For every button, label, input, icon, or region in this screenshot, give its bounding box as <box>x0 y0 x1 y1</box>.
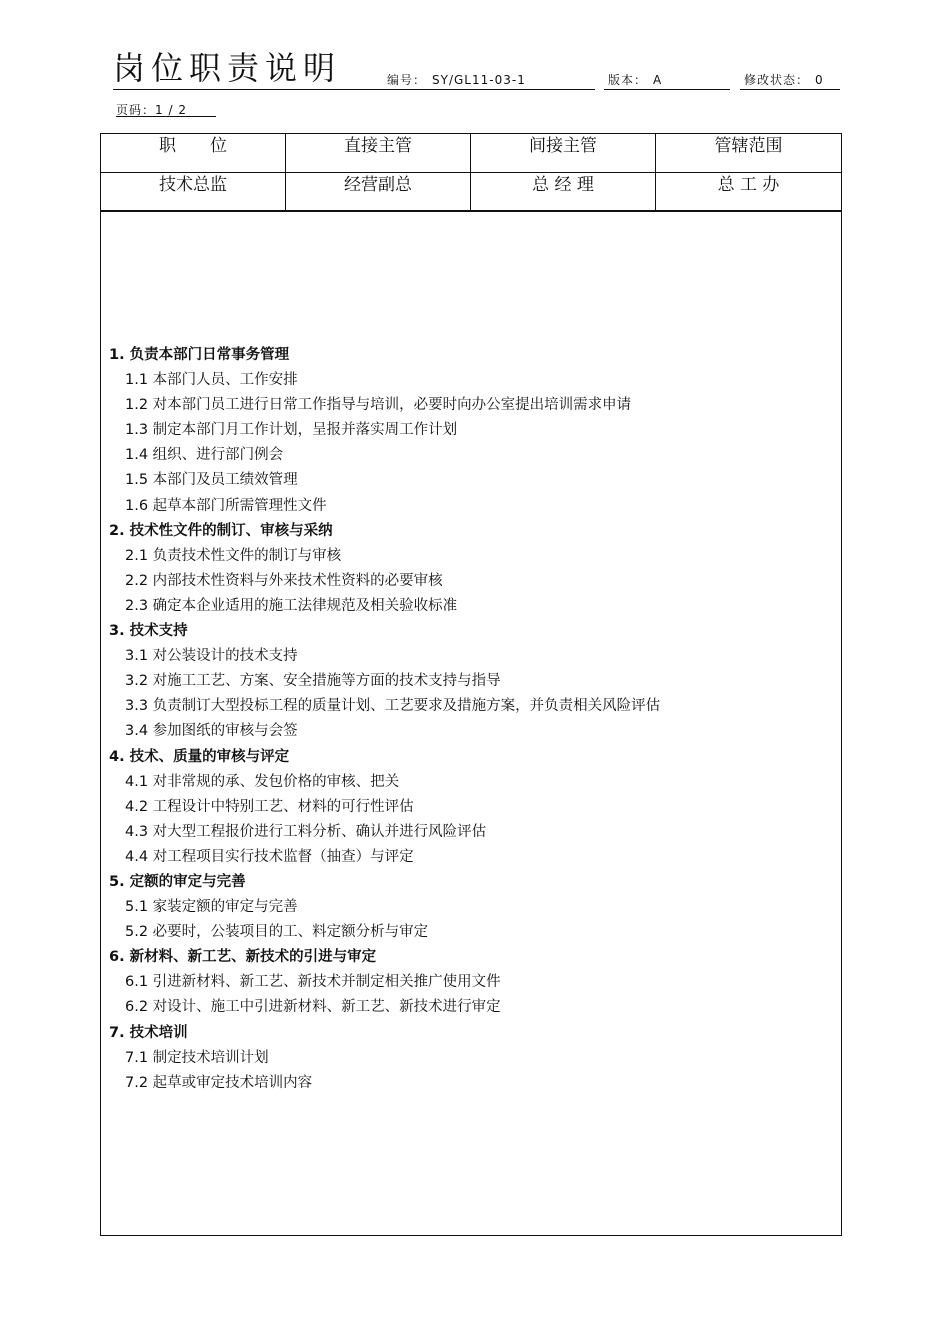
duty-item: 2.1 负责技术性文件的制订与审核 <box>125 547 342 564</box>
duty-item: 1.3 制定本部门月工作计划，呈报并落实周工作计划 <box>125 422 458 439</box>
doc-version <box>608 72 662 88</box>
doc-status-label: 修改状态： <box>744 73 810 87</box>
doc-status <box>744 72 824 88</box>
header-position: 职 位 <box>101 134 286 172</box>
duty-item: 4.2 工程设计中特别工艺、材料的可行性评估 <box>125 798 414 815</box>
duty-section-title: 6. 新材料、新工艺、新技术的引进与审定 <box>109 949 377 966</box>
table-header-row <box>101 134 841 173</box>
duty-item: 2.2 内部技术性资料与外来技术性资料的必要审核 <box>125 572 443 589</box>
duty-item: 3.1 对公装设计的技术支持 <box>125 648 298 665</box>
duties-list <box>109 343 829 1096</box>
duty-item: 4.1 对非常规的承、发包价格的审核、把关 <box>125 773 400 790</box>
duty-item: 2.3 确定本企业适用的施工法律规范及相关验收标准 <box>125 597 458 614</box>
duty-item: 1.6 起草本部门所需管理性文件 <box>125 497 327 514</box>
duty-item: 1.5 本部门及员工绩效管理 <box>125 472 298 489</box>
duty-item: 1.2 对本部门员工进行日常工作指导与培训，必要时向办公室提出培训需求申请 <box>125 397 632 414</box>
duty-item: 5.2 必要时，公装项目的工、料定额分析与审定 <box>125 924 429 941</box>
doc-code <box>387 72 526 88</box>
duty-section-title: 4. 技术、质量的审核与评定 <box>109 748 290 765</box>
value-direct-supervisor: 经营副总 <box>286 173 471 210</box>
doc-version-value: A <box>653 73 663 87</box>
duty-section-title: 5. 定额的审定与完善 <box>109 873 246 890</box>
doc-version-label: 版本： <box>608 73 648 87</box>
duty-section-title: 3. 技术支持 <box>109 623 188 640</box>
duty-item: 4.4 对工程项目实行技术监督（抽查）与评定 <box>125 848 414 865</box>
duty-item: 7.1 制定技术培训计划 <box>125 1049 269 1066</box>
duty-section-title: 2. 技术性文件的制订、审核与采纳 <box>109 522 333 539</box>
document-title: 岗位职责说明 <box>113 49 342 87</box>
doc-status-underline <box>740 89 840 90</box>
duty-item: 1.4 组织、进行部门例会 <box>125 447 284 464</box>
duty-item: 3.2 对施工工艺、方案、安全措施等方面的技术支持与指导 <box>125 673 501 690</box>
table-divider <box>101 211 841 212</box>
duty-item: 4.3 对大型工程报价进行工料分析、确认并进行风险评估 <box>125 823 487 840</box>
header-indirect-supervisor: 间接主管 <box>471 134 656 172</box>
page-number-underline <box>116 116 216 117</box>
duty-item: 3.3 负责制订大型投标工程的质量计划、工艺要求及措施方案，并负责相关风险评估 <box>125 698 661 715</box>
value-indirect-supervisor: 总 经 理 <box>471 173 656 210</box>
duty-item: 1.1 本部门人员、工作安排 <box>125 372 298 389</box>
value-jurisdiction: 总 工 办 <box>717 175 780 195</box>
duty-item: 6.1 引进新材料、新工艺、新技术并制定相关推广使用文件 <box>125 974 501 991</box>
doc-code-underline <box>353 89 595 90</box>
duty-section-title: 7. 技术培训 <box>109 1024 188 1041</box>
duty-section-title: 1. 负责本部门日常事务管理 <box>109 347 290 363</box>
duty-item: 3.4 参加图纸的审核与会签 <box>125 723 298 740</box>
title-underline <box>113 89 353 90</box>
value-position: 技术总监 <box>101 173 286 210</box>
table-value-row <box>101 173 841 211</box>
doc-status-value: 0 <box>815 73 824 87</box>
doc-code-label: 编号： <box>387 73 427 87</box>
doc-code-value: SY/GL11-03-1 <box>432 73 526 87</box>
header-jurisdiction: 管辖范围 <box>714 136 783 156</box>
duty-item: 7.2 起草或审定技术培训内容 <box>125 1074 313 1091</box>
page-number-value: 1 / 2 <box>155 103 187 117</box>
doc-version-underline <box>604 89 730 90</box>
header-direct-supervisor: 直接主管 <box>286 134 471 172</box>
page-number-label: 页码： <box>116 103 156 117</box>
duty-item: 5.1 家装定额的审定与完善 <box>125 899 298 916</box>
duty-item: 6.2 对设计、施工中引进新材料、新工艺、新技术进行审定 <box>125 999 501 1016</box>
